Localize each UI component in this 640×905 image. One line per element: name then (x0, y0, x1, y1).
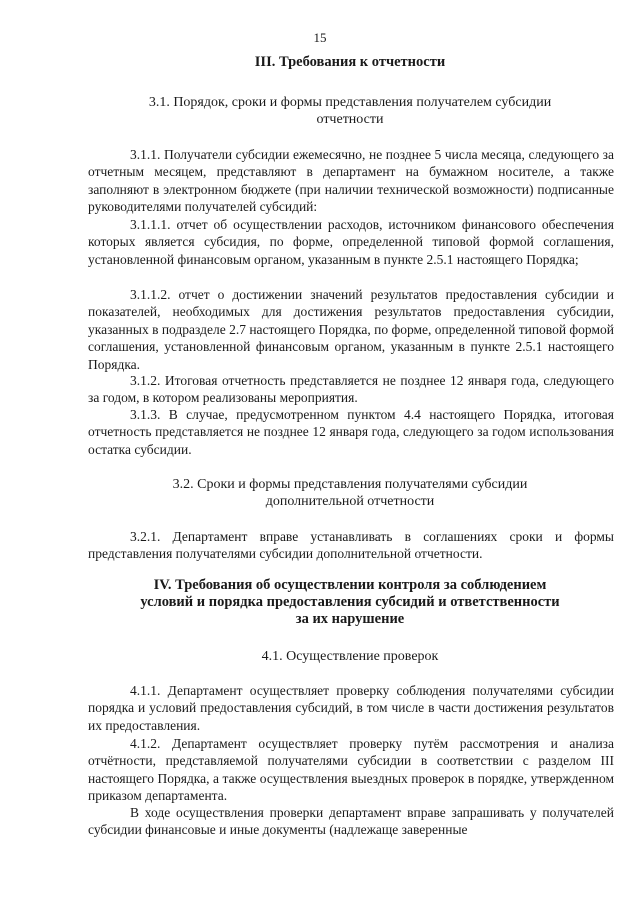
paragraph-3-1-2: 3.1.2. Итоговая отчетность представляется не позднее 12 января года, следующего за годом, в котором реализованы мероприятия. (88, 373, 614, 406)
subsection-3-1-title-line-2: отчетности (316, 112, 384, 127)
page-number: 15 (313, 30, 327, 45)
subsection-3-2-title-line-1: 3.2. Сроки и формы представления получателями субсидии (172, 477, 528, 492)
section-4-title-line-3: за их нарушение (295, 611, 405, 627)
paragraph-3-1-1-1: 3.1.1.1. отчет об осуществлении расходов, источником финансового обеспечения которых является субсидия, по форме, определенной типовой формой соглашения, установленной финансовым органом, указанным в пункте 2.5.1 настоящего Порядка; (88, 217, 614, 267)
section-4-title-line-1: IV. Требования об осуществлении контроля за соблюдением (153, 577, 547, 593)
paragraph-3-1-3: 3.1.3. В случае, предусмотренном пунктом 4.4 настоящего Порядка, итоговая отчетность представляется не позднее 12 января года, следующего за годом использования остатка субсидии. (88, 407, 614, 457)
section-3-title: III. Требования к отчетности (254, 54, 446, 70)
paragraph-3-1-1-2: 3.1.1.2. отчет о достижении значений результатов предоставления субсидии и показателей, необходимых для достижения результатов предоставления субсидии, указанных в подразделе 2.7 настоящего Порядка, по форме, определенной типовой формой соглашения, установленной финансовым органом, указанным в пункте 2.5.1 настоящего Порядка. (88, 287, 614, 372)
subsection-4-1-title: 4.1. Осуществление проверок (261, 649, 439, 664)
subsection-3-2-title (60, 476, 640, 510)
paragraph-check-requests: В ходе осуществления проверки департамент вправе запрашивать у получателей субсидии финансовые и иные документы (надлежаще заверенные (88, 805, 614, 838)
paragraph-4-1-2: 4.1.2. Департамент осуществляет проверку путём рассмотрения и анализа отчётности, представляемой получателями субсидии в соответствии с разделом III настоящего Порядка, а также осуществления выездных проверок в порядке, утвержденном приказом департамента. (88, 736, 614, 804)
subsection-3-2-title-line-2: дополнительной отчетности (265, 494, 435, 509)
subsection-3-1-title-line-1: 3.1. Порядок, сроки и формы представления получателем субсидии (148, 95, 552, 110)
section-4-title-line-2: условий и порядка предоставления субсидий и ответственности (140, 594, 560, 610)
section-4-title (60, 577, 640, 628)
paragraph-3-2-1: 3.2.1. Департамент вправе устанавливать в соглашениях сроки и формы представления получателями субсидии дополнительной отчетности. (88, 529, 614, 562)
paragraph-3-1-1: 3.1.1. Получатели субсидии ежемесячно, не позднее 5 числа месяца, следующего за отчетным месяцем, представляют в департамент на бумажном носителе, а также заполняют в электронном бюджете (при наличии технической возможности) подписанные руководителями получателей субсидий: (88, 147, 614, 215)
subsection-3-1-title (60, 94, 640, 128)
paragraph-4-1-1: 4.1.1. Департамент осуществляет проверку соблюдения получателями субсидии порядка и условий предоставления субсидий, в том числе в части достижения результатов их предоставления. (88, 683, 614, 733)
